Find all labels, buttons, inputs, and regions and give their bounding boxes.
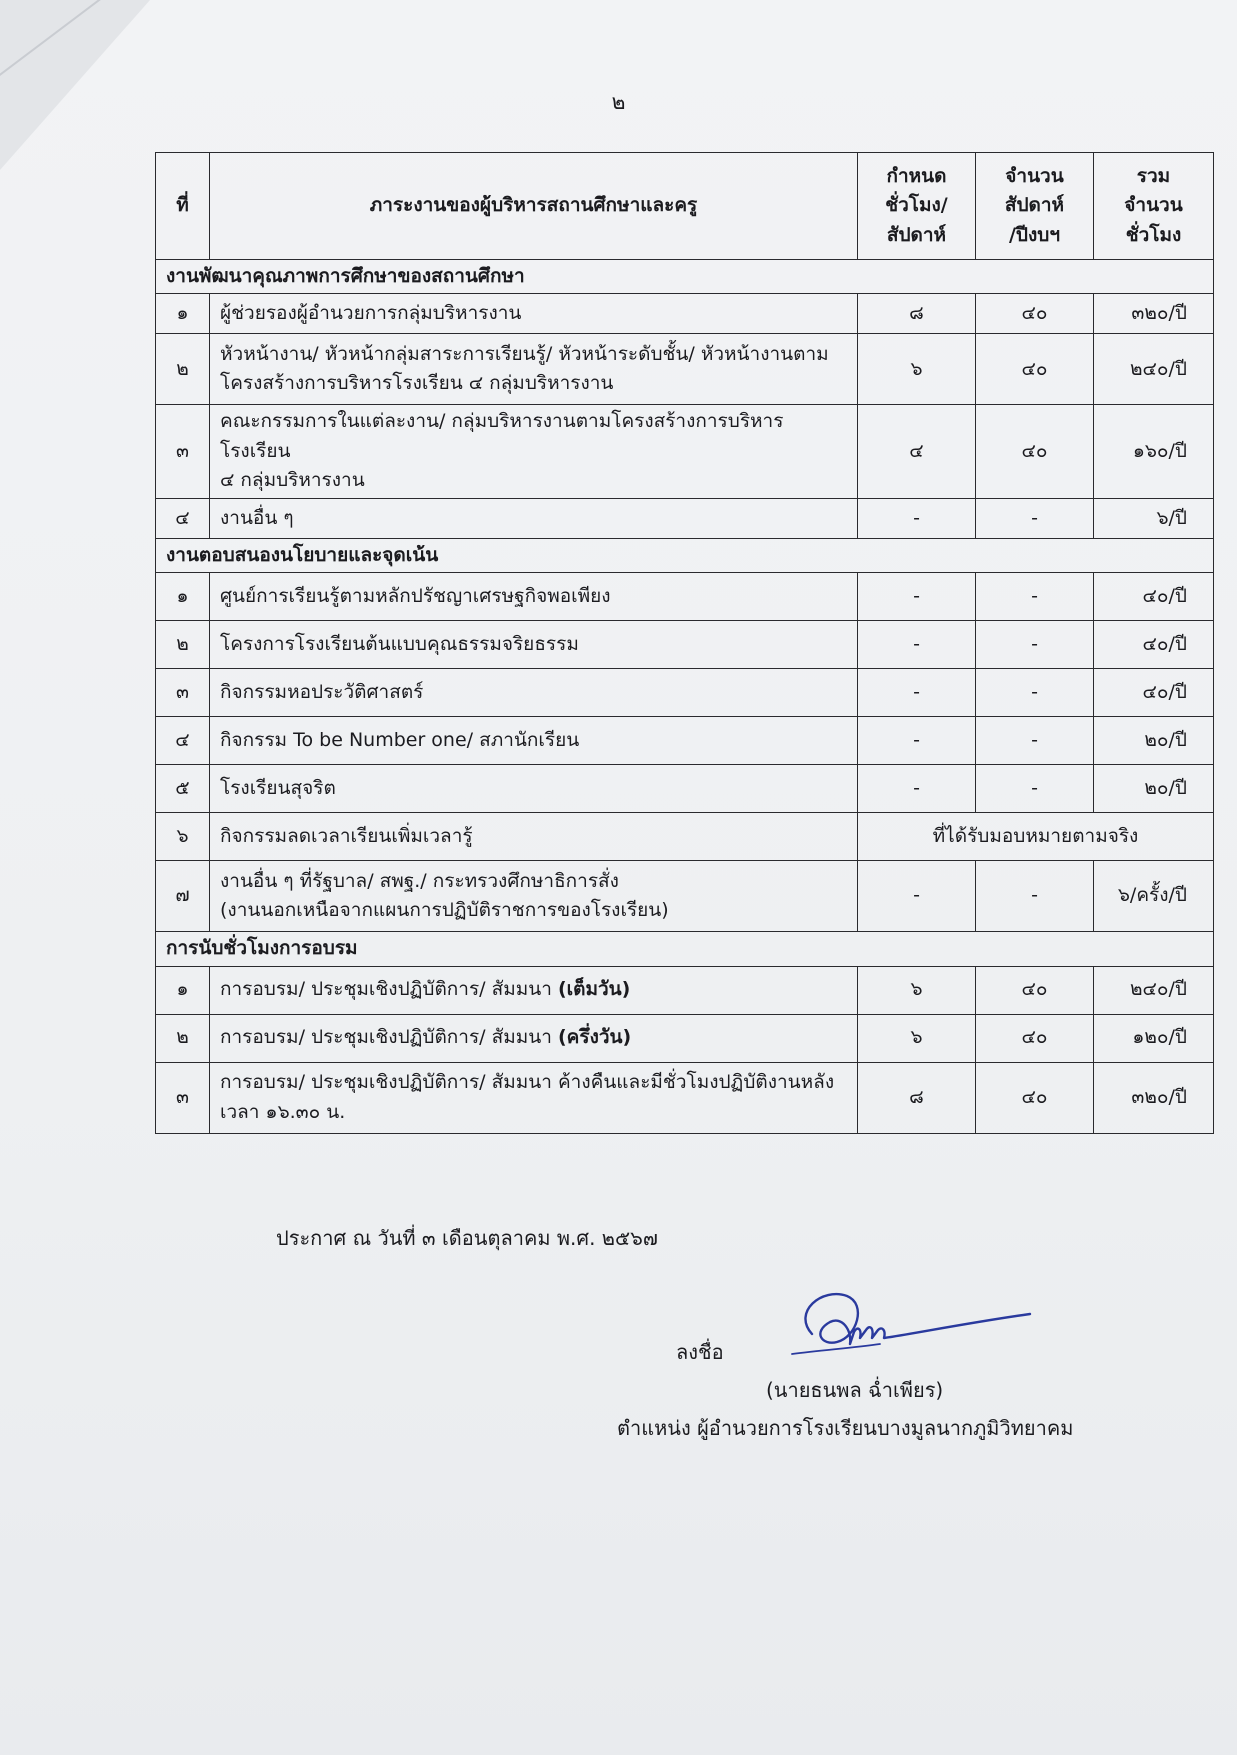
- row-task: [210, 334, 858, 405]
- header-total-line: รวม: [1136, 164, 1171, 187]
- row-total: ๒๔๐/ปี: [1094, 334, 1214, 405]
- header-hours-line: กำหนด: [886, 164, 947, 187]
- signer-position: ตำแหน่ง ผู้อำนวยการโรงเรียนบางมูลนากภูมิวิทยาคม: [617, 1416, 1074, 1440]
- row-weeks: ๔๐: [976, 294, 1094, 334]
- row-task-line: หัวหน้างาน/ หัวหน้ากลุ่มสาระการเรียนรู้/ หัวหน้าระดับชั้น/ หัวหน้างานตาม: [220, 343, 829, 365]
- section-row: [156, 538, 1214, 572]
- table-row: [156, 861, 1214, 932]
- row-task-bold: (เต็มวัน): [557, 978, 631, 1001]
- row-task-line: การอบรม/ ประชุมเชิงปฏิบัติการ/ สัมมนา ค้างคืนและมีชั่วโมงปฏิบัติงานหลัง: [220, 1071, 835, 1094]
- row-weeks: -: [976, 621, 1094, 669]
- header-weeks-line: สัปดาห์: [1004, 194, 1065, 217]
- announcement-date: ประกาศ ณ วันที่ ๓ เดือนตุลาคม พ.ศ. ๒๕๖๗: [276, 1226, 658, 1250]
- row-total: ๓๒๐/ปี: [1094, 1062, 1214, 1133]
- header-weeks: [976, 153, 1094, 260]
- row-merged-note: ที่ได้รับมอบหมายตามจริง: [858, 813, 1214, 861]
- row-no: ๕: [156, 765, 210, 813]
- header-no: ที่: [156, 153, 210, 260]
- signer-name: (นายธนพล ฉ่ำเพียร): [766, 1378, 944, 1402]
- row-weeks: -: [976, 765, 1094, 813]
- header-hours-line: ชั่วโมง/: [885, 194, 948, 217]
- row-no: ๖: [156, 813, 210, 861]
- row-hours: ๘: [858, 1062, 976, 1133]
- row-hours: ๔: [858, 405, 976, 498]
- table-row: [156, 621, 1214, 669]
- row-hours: ๘: [858, 294, 976, 334]
- header-total-line: จำนวน: [1124, 194, 1183, 217]
- row-weeks: -: [976, 498, 1094, 538]
- row-hours: ๖: [858, 966, 976, 1014]
- page-number: ๒: [611, 90, 626, 114]
- row-total: ๑๖๐/ปี: [1094, 405, 1214, 498]
- row-task: [210, 1062, 858, 1133]
- row-task-text: การอบรม/ ประชุมเชิงปฏิบัติการ/ สัมมนา: [220, 978, 552, 1001]
- row-hours: -: [858, 669, 976, 717]
- row-hours: -: [858, 621, 976, 669]
- row-total: ๓๒๐/ปี: [1094, 294, 1214, 334]
- row-total: ๒๐/ปี: [1094, 765, 1214, 813]
- row-no: ๑: [156, 573, 210, 621]
- row-no: ๗: [156, 861, 210, 932]
- row-task: กิจกรรมหอประวัติศาสตร์: [210, 669, 858, 717]
- row-hours: -: [858, 717, 976, 765]
- row-task: โรงเรียนสุจริต: [210, 765, 858, 813]
- folded-corner: [0, 0, 150, 170]
- header-weeks-line: จำนวน: [1005, 164, 1064, 187]
- row-no: ๑: [156, 966, 210, 1014]
- row-total: ๒๐/ปี: [1094, 717, 1214, 765]
- table-row: [156, 573, 1214, 621]
- row-total: ๔๐/ปี: [1094, 669, 1214, 717]
- row-task-line: เวลา ๑๖.๓๐ น.: [220, 1100, 346, 1123]
- table-row: [156, 813, 1214, 861]
- row-task: [210, 1014, 858, 1062]
- row-weeks: ๔๐: [976, 334, 1094, 405]
- row-task: โครงการโรงเรียนต้นแบบคุณธรรมจริยธรรม: [210, 621, 858, 669]
- table-row: [156, 334, 1214, 405]
- row-total: ๖/ครั้ง/ปี: [1094, 861, 1214, 932]
- row-no: ๓: [156, 1062, 210, 1133]
- table-row: [156, 1062, 1214, 1133]
- row-hours: -: [858, 498, 976, 538]
- row-hours: ๖: [858, 334, 976, 405]
- handwritten-signature: [782, 1282, 1032, 1372]
- row-total: ๔๐/ปี: [1094, 621, 1214, 669]
- row-weeks: -: [976, 669, 1094, 717]
- row-task-line: คณะกรรมการในแต่ละงาน/ กลุ่มบริหารงานตามโครงสร้างการบริหารโรงเรียน: [220, 410, 784, 462]
- row-task-bold: (ครึ่งวัน): [557, 1026, 632, 1049]
- row-total: ๖/ปี: [1094, 498, 1214, 538]
- row-weeks: ๔๐: [976, 405, 1094, 498]
- row-weeks: -: [976, 861, 1094, 932]
- row-task: กิจกรรม To be Number one/ สภานักเรียน: [210, 717, 858, 765]
- section-title: งานตอบสนองนโยบายและจุดเน้น: [156, 538, 1214, 572]
- row-no: ๒: [156, 334, 210, 405]
- table-row: [156, 717, 1214, 765]
- section-title: งานพัฒนาคุณภาพการศึกษาของสถานศึกษา: [156, 260, 1214, 294]
- workload-table: [155, 152, 1214, 1134]
- row-task-line: งานอื่น ๆ ที่รัฐบาล/ สพฐ./ กระทรวงศึกษาธิการสั่ง: [220, 869, 619, 892]
- row-task: งานอื่น ๆ: [210, 498, 858, 538]
- row-task: กิจกรรมลดเวลาเรียนเพิ่มเวลารู้: [210, 813, 858, 861]
- section-row: [156, 260, 1214, 294]
- section-row: [156, 932, 1214, 966]
- table-row: [156, 294, 1214, 334]
- header-hours-per-week: [858, 153, 976, 260]
- row-hours: ๖: [858, 1014, 976, 1062]
- row-total: ๑๒๐/ปี: [1094, 1014, 1214, 1062]
- row-task: [210, 861, 858, 932]
- table-header-row: [156, 153, 1214, 260]
- row-no: ๔: [156, 498, 210, 538]
- row-task: ผู้ช่วยรองผู้อำนวยการกลุ่มบริหารงาน: [210, 294, 858, 334]
- table-row: [156, 966, 1214, 1014]
- row-task: [210, 966, 858, 1014]
- table-row: [156, 498, 1214, 538]
- table-row: [156, 405, 1214, 498]
- row-no: ๒: [156, 621, 210, 669]
- row-weeks: ๔๐: [976, 966, 1094, 1014]
- row-no: ๑: [156, 294, 210, 334]
- row-weeks: -: [976, 573, 1094, 621]
- header-total-line: ชั่วโมง: [1125, 223, 1182, 246]
- header-total: [1094, 153, 1214, 260]
- row-task: ศูนย์การเรียนรู้ตามหลักปรัชญาเศรษฐกิจพอเพียง: [210, 573, 858, 621]
- row-task-line: (งานนอกเหนือจากแผนการปฏิบัติราชการของโรงเรียน): [220, 899, 669, 922]
- section-title: การนับชั่วโมงการอบรม: [156, 932, 1214, 966]
- row-no: ๓: [156, 405, 210, 498]
- row-total: ๒๔๐/ปี: [1094, 966, 1214, 1014]
- row-no: ๒: [156, 1014, 210, 1062]
- row-task-text: การอบรม/ ประชุมเชิงปฏิบัติการ/ สัมมนา: [220, 1026, 552, 1049]
- row-task: [210, 405, 858, 498]
- row-task-line: ๔ กลุ่มบริหารงาน: [220, 469, 365, 492]
- row-hours: -: [858, 573, 976, 621]
- table-row: [156, 1014, 1214, 1062]
- row-weeks: ๔๐: [976, 1062, 1094, 1133]
- row-weeks: ๔๐: [976, 1014, 1094, 1062]
- row-weeks: -: [976, 717, 1094, 765]
- row-task-line: โครงสร้างการบริหารโรงเรียน ๔ กลุ่มบริหารงาน: [220, 372, 614, 395]
- row-hours: -: [858, 861, 976, 932]
- row-no: ๓: [156, 669, 210, 717]
- header-hours-line: สัปดาห์: [886, 223, 947, 246]
- row-total: ๔๐/ปี: [1094, 573, 1214, 621]
- signature-label: ลงชื่อ: [676, 1340, 724, 1364]
- table-row: [156, 765, 1214, 813]
- row-no: ๔: [156, 717, 210, 765]
- header-task: ภาระงานของผู้บริหารสถานศึกษาและครู: [210, 153, 858, 260]
- header-weeks-line: /ปีงบฯ: [1008, 223, 1060, 246]
- table-row: [156, 669, 1214, 717]
- row-hours: -: [858, 765, 976, 813]
